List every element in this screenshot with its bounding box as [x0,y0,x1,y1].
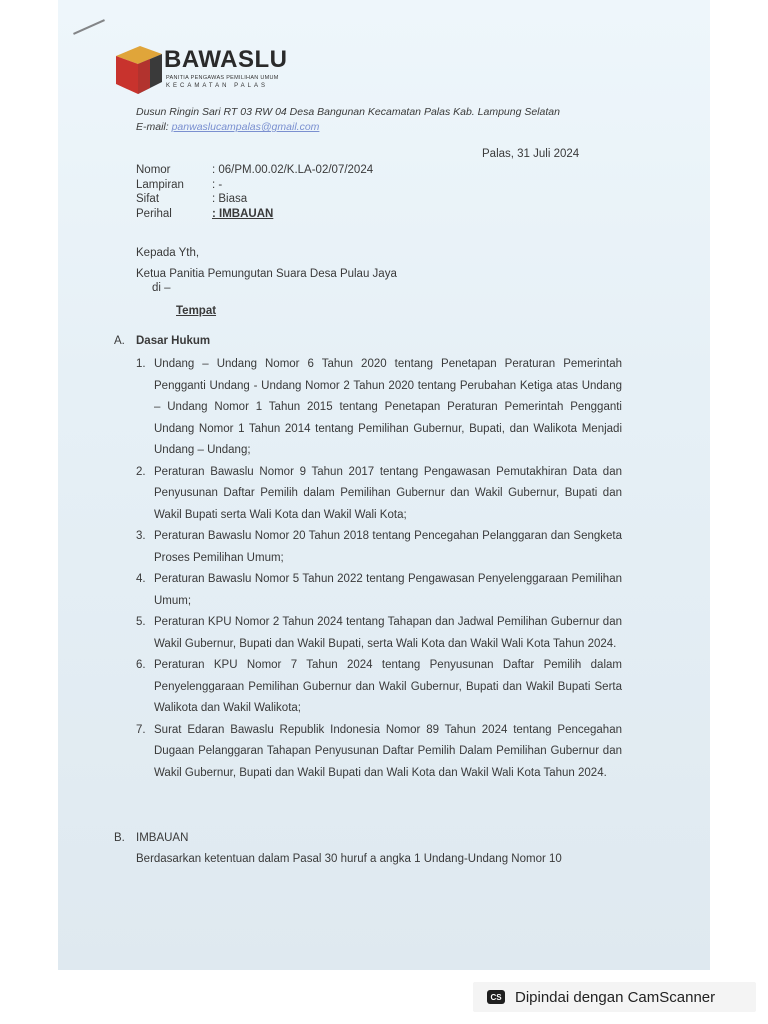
org-district: KECAMATAN PALAS [166,83,269,89]
meta-row-sifat [136,192,373,207]
list-item-number: 4. [136,573,146,585]
email-link[interactable]: panwaslucampalas@gmail.com [171,121,320,133]
list-item-number: 5. [136,616,146,628]
email-label: E-mail: [136,121,169,133]
meta-key: Perihal [136,207,172,220]
meta-key: Sifat [136,193,160,205]
list-item [136,612,622,655]
scanned-page [58,0,710,970]
camscanner-text: Dipindai dengan CamScanner [515,988,716,1006]
meta-value: : - [212,178,223,191]
org-name: BAWASLU [164,46,288,73]
recipient-name: Ketua Panitia Pemungutan Suara Desa Pulau Jaya [136,268,397,280]
list-item-number: 7. [136,723,146,736]
legal-basis-list [136,354,622,784]
list-item-number: 1. [136,358,146,370]
list-item-text: Peraturan KPU Nomor 2 Tahun 2024 tentang Tahapan dan Jadwal Pemilihan Gubernur dan Wakil Gubernur, Bupati dan Wakil Bupati, serta Wali Kota dan Wakil Wali Kota Tahun 2024. [154,616,622,650]
list-item [136,569,622,612]
section-letter: A. [114,335,125,347]
list-item-text: Peraturan Bawaslu Nomor 20 Tahun 2018 tentang Pencegahan Pelanggaran dan Sengketa Proses Pemilihan Umum; [154,530,622,564]
list-item [136,354,622,462]
recipient-place: Tempat [176,305,217,317]
letter-meta [136,163,373,221]
list-item [136,526,622,569]
list-item-text: Peraturan Bawaslu Nomor 5 Tahun 2022 tentang Pengawasan Penyelenggaraan Pemilihan Umum; [154,573,622,607]
section-b-heading [114,832,188,844]
letter-date: Palas, 31 Juli 2024 [482,148,580,160]
list-item-number: 6. [136,659,146,671]
meta-value-subject: : IMBAUAN [212,207,274,220]
closing-paragraph: Berdasarkan ketentuan dalam Pasal 30 huruf a angka 1 Undang-Undang Nomor 10 [136,853,562,865]
list-item-text: Peraturan KPU Nomor 7 Tahun 2024 tentang Penyusunan Daftar Pemilih dalam Penyelenggaraan Pemilihan Gubernur dan Wakil Gubernur, Bupati dan Wakil Bupati Serta Walikota dan Wakil Walikota; [154,659,622,714]
meta-row-perihal [136,207,373,222]
pen-mark [73,19,105,35]
meta-value: : Biasa [212,193,248,205]
list-item-text: Peraturan Bawaslu Nomor 9 Tahun 2017 tentang Pengawasan Pemutakhiran Data dan Penyusunan Daftar Pemilih dalam Pemilihan Gubernur dan Wakil Gubernur, Bupati dan Wakil Bupati serta Wali Kota dan Wakil Wali Kota; [154,465,622,521]
meta-row-nomor [136,163,373,178]
org-subtitle: PANITIA PENGAWAS PEMILIHAN UMUM [166,75,279,81]
list-item [136,720,622,785]
meta-value: : 06/PM.00.02/K.LA-02/07/2024 [212,164,374,176]
list-item [136,655,622,720]
list-item-text: Surat Edaran Bawaslu Republik Indonesia Nomor 89 Tahun 2024 tentang Pencegahan Dugaan Pelanggaran Tahapan Penyusunan Daftar Pemilih Dalam Pemilihan Gubernur dan Wakil Gubernur, Bupati dan Wakil Bupati dan Wali Kota dan Wakil Wali Kota Tahun 2024. [154,723,622,779]
letterhead-email [136,121,319,133]
recipient-greeting: Kepada Yth, [136,247,200,259]
camscanner-icon: CS [487,990,505,1004]
list-item-text: Undang – Undang Nomor 6 Tahun 2020 tentang Penetapan Peraturan Pemerintah Pengganti Undang - Undang Nomor 2 Tahun 2020 tentang Perubahan Ketiga atas Undang – Undang Nomor 1 Tahun 2015 tentang Penetapan Peraturan Pemerintah Pengganti Undang Nomor 1 Tahun 2014 tentang Pemilihan Gubernur, Bupati, dan Walikota Menjadi Undang – Undang; [154,358,622,456]
list-item [136,462,622,527]
bawaslu-logo-icon [110,42,168,98]
list-item-number: 2. [136,465,146,478]
list-item-number: 3. [136,530,146,542]
meta-row-lampiran [136,178,373,193]
recipient-di: di – [152,282,171,294]
section-title: Dasar Hukum [136,335,211,347]
camscanner-badge [473,982,756,1012]
section-title: IMBAUAN [136,832,189,844]
meta-key: Lampiran [136,178,184,191]
section-letter: B. [114,832,125,844]
meta-key: Nomor [136,164,171,176]
recipient-block [136,243,397,322]
letterhead-address: Dusun Ringin Sari RT 03 RW 04 Desa Bangunan Kecamatan Palas Kab. Lampung Selatan [136,106,560,118]
section-a-heading [114,335,210,347]
